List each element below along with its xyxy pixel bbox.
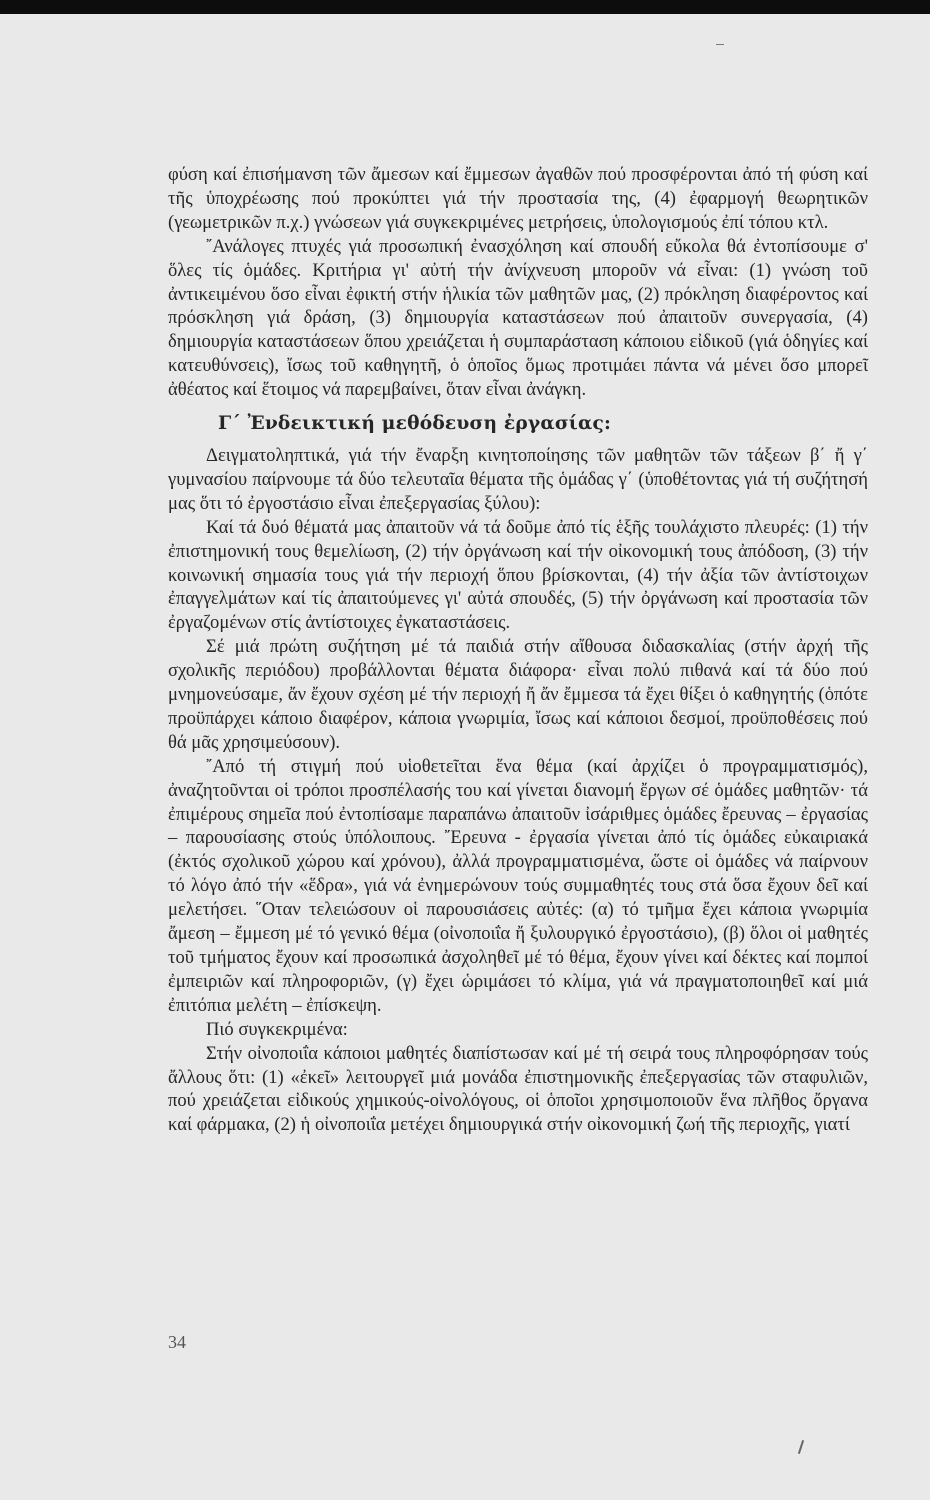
page-number: 34 — [168, 1332, 186, 1352]
paragraph: Σέ μιά πρώτη συζήτηση μέ τά παιδιά στήν αἴθουσα διδασκαλίας (στήν ἀρχή τῆς σχολικῆς περιόδου) προβάλλονται θέματα διάφορα· εἶναι πολύ πιθανά καί τά δύο πού μνημονεύσαμε, ἄν ἔχουν σχέση μέ τήν περιοχή ἤ ἄν ἔμμεσα τά ἔχει θίξει ὁ καθηγητής (ὁπότε προϋπάρχει κάποιο διαφέρον, κάποια γνωριμία, ἴσως καί κάποιοι δεσμοί, προϋποθέσεις πού θά μᾶς χρησιμεύσουν). — [168, 636, 868, 753]
paragraph: ῎Ανάλογες πτυχές γιά προσωπική ἐνασχόληση καί σπουδή εὔκολα θά ἐντοπίσουμε σ' ὅλες τίς ὁμάδες. Κριτήρια γι' αὐτή τήν ἀνίχνευση μποροῦν νά εἶναι: (1) γνώση τοῦ ἀντικειμένου ὅσο εἶναι ἐφικτή στήν ἡλικία τῶν μαθητῶν μας, (2) πρόκληση διαφέροντος καί πρόσκληση γιά δράση, (3) δημιουργία καταστάσεων πού ἀπαιτοῦν συνεργασία, (4) δημιουργία καταστάσεων ὅπου χρειάζεται ἡ συμπαράσταση κάποιου εἰδικοῦ (γιά ὁδηγίες καί κατευθύνσεις), ἴσως τοῦ καθηγητῆ, ὁ ὁποῖος ὅμως προτιμάει πάντα νά μένει ὅσο μπορεῖ ἀθέατος καί ἕτοιμος νά παρεμβαίνει, ὅταν εἶναι ἀνάγκη. — [168, 235, 868, 401]
paragraph: ῎Από τή στιγμή πού υἱοθετεῖται ἕνα θέμα (καί ἀρχίζει ὁ προγραμματισμός), ἀναζητοῦνται οἱ τρόποι προσπέλασής του καί γίνεται διανομή ἔργων σέ ὁμάδες μαθητῶν· τά ἐπιμέρους σημεῖα πού ἐντοπίσαμε παραπάνω ἀπαιτοῦν ἰσάριθμες ὁμάδες ἔρευνας – ἐργασίας – παρουσίασης στούς ὑπόλοιπους. ῎Ερευνα - ἐργασία γίνεται ἀπό τίς ὁμάδες εὐκαιριακά (ἐκτός σχολικοῦ χώρου καί χρόνου), ἀλλά προγραμματισμένα, ὥστε οἱ ὁμάδες νά παίρνουν τό λόγο ἀπό τήν «ἕδρα», γιά νά ἐνημερώνουν τούς συμμαθητές τους στά ὅσα ἔχουν δεῖ καί μελετήσει. ῞Οταν τελειώσουν οἱ παρουσιάσεις αὐτές: (α) τό τμῆμα ἔχει κάποια γνωριμία ἄμεση – ἔμμεση μέ τό γενικό θέμα (οἰνοποιΐα ἤ ξυλουργικό ἐργοστάσιο), (β) ὅλοι οἱ μαθητές τοῦ τμήματος ἔχουν καί προσωπικά ἀσχοληθεῖ μέ τό θέμα, ἔχουν γίνει καί δέκτες καί πομποί ἐμπειριῶν καί πληροφοριῶν, (γ) ἔχει ὡριμάσει τό κλίμα, γιά νά πραγματοποιηθεῖ καί μιά ἐπιτόπια μελέτη – ἐπίσκεψη. — [168, 755, 868, 1016]
paragraph: Πιό συγκεκριμένα: — [206, 1018, 348, 1040]
scan-top-border — [0, 0, 930, 14]
section-heading: Γ΄ Ἐνδεικτική μεθόδευση ἐργασίας: — [218, 413, 612, 435]
page-body — [168, 163, 868, 1137]
paragraph: Καί τά δυό θέματά μας ἀπαιτοῦν νά τά δοῦμε ἀπό τίς ἑξῆς τουλάχιστο πλευρές: (1) τήν ἐπιστημονική τους θεμελίωση, (2) τήν ὀργάνωση καί τήν οἰκονομική τους ἀπόδοση, (3) τήν κοινωνική σημασία τους γιά τήν περιοχή ὅπου βρίσκονται, (4) τήν ἀξία τῶν ἀντίστοιχων ἐπαγγελμάτων καί τίς ἀπαιτούμενες γι' αὐτά σπουδές, (5) τήν ὀργάνωση καί προστασία τῶν ἐργαζομένων στίς ἀντίστοιχες ἐγκαταστάσεις. — [168, 516, 868, 634]
paragraph: Στήν οἰνοποιΐα κάποιοι μαθητές διαπίστωσαν καί μέ τή σειρά τους πληροφόρησαν τούς ἄλλους ὅτι: (1) «ἐκεῖ» λειτουργεῖ μιά μονάδα ἐπιστημονικῆς ἐπεξεργασίας τῶν σταφυλιῶν, πού χρειάζεται εἰδικούς χημικούς-οἰνολόγους, οἱ ὁποῖοι χρησιμοποιοῦν ἕνα πλῆθος ὄργανα καί φάρμακα, (2) ἡ οἰνοποιΐα μετέχει δημιουργικά στήν οἰκονομική ζωή τῆς περιοχῆς, γιατί — [168, 1042, 868, 1136]
scan-mark — [716, 44, 724, 45]
paragraph: φύση καί ἐπισήμανση τῶν ἄμεσων καί ἔμμεσων ἀγαθῶν πού προσφέρονται ἀπό τή φύση καί τῆς ὑποχρέωσης πού προκύπτει γιά τήν προστασία της, (4) ἐφαρμογή θεωρητικῶν (γεωμετρικῶν π.χ.) γνώσεων γιά συγκεκριμένες μετρήσεις, ὑπολογισμούς ἐπί τόπου κτλ. — [168, 164, 868, 233]
paragraph: Δειγματοληπτικά, γιά τήν ἔναρξη κινητοποίησης τῶν μαθητῶν τῶν τάξεων β΄ ἤ γ΄ γυμνασίου παίρνουμε τά δύο τελευταῖα θέματα τῆς ὁμάδας γ΄ (ὑποθέτοντας γιά τή συζήτησή μας ὅτι τό ἐργοστάσιο εἶναι ἐπεξεργασίας ξύλου): — [168, 444, 868, 514]
